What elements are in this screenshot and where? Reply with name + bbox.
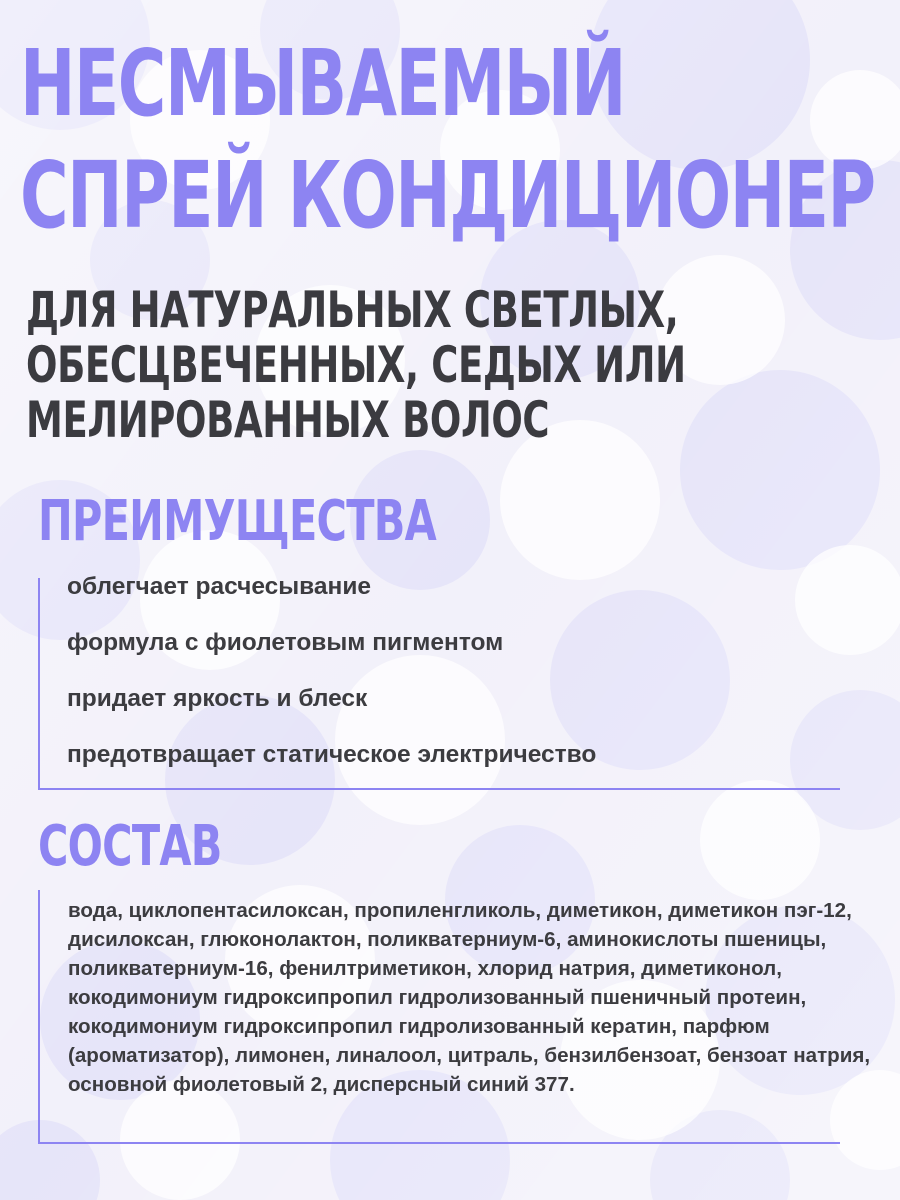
advantages-heading: ПРЕИМУЩЕСТВА (38, 489, 436, 554)
advantage-item: облегчает расчесывание (67, 573, 372, 600)
product-title-line-2: СПРЕЙ КОНДИЦИОНЕР (20, 142, 875, 249)
composition-heading: СОСТАВ (38, 814, 222, 879)
advantages-box (38, 573, 840, 790)
product-title (20, 28, 875, 252)
subtitle-line-3: МЕЛИРОВАННЫХ ВОЛОС (26, 391, 550, 449)
advantage-item: придает яркость и блеск (67, 685, 368, 712)
product-title-line-1: НЕСМЫВАЕМЫЙ (20, 30, 626, 137)
subtitle-line-1: ДЛЯ НАТУРАЛЬНЫХ СВЕТЛЫХ, (26, 281, 679, 339)
composition-box (38, 890, 871, 1144)
composition-text: вода, циклопентасилоксан, пропиленгликоль, диметикон, диметикон пэг-12, дисилоксан, глюконолактон, поликватерниум-6, аминокислоты пшеницы, поликватерниум-16, фенилтриметикон, хлорид натрия, диметиконол, кокодимониум гидроксипропил гидролизованный пшеничный протеин, кокодимониум гидроксипропил гидролизованный кератин, парфюм (ароматизатор), лимонен, линалоол, цитраль, бензилбензоат, бензоат натрия, основной фиолетовый 2, дисперсный синий 377. (68, 899, 871, 1096)
subtitle-line-2: ОБЕСЦВЕЧЕННЫХ, СЕДЫХ ИЛИ (26, 336, 686, 394)
product-subtitle (26, 283, 686, 448)
advantage-item: предотвращает статическое электричество (67, 741, 597, 768)
advantage-item: формула с фиолетовым пигментом (67, 629, 504, 656)
